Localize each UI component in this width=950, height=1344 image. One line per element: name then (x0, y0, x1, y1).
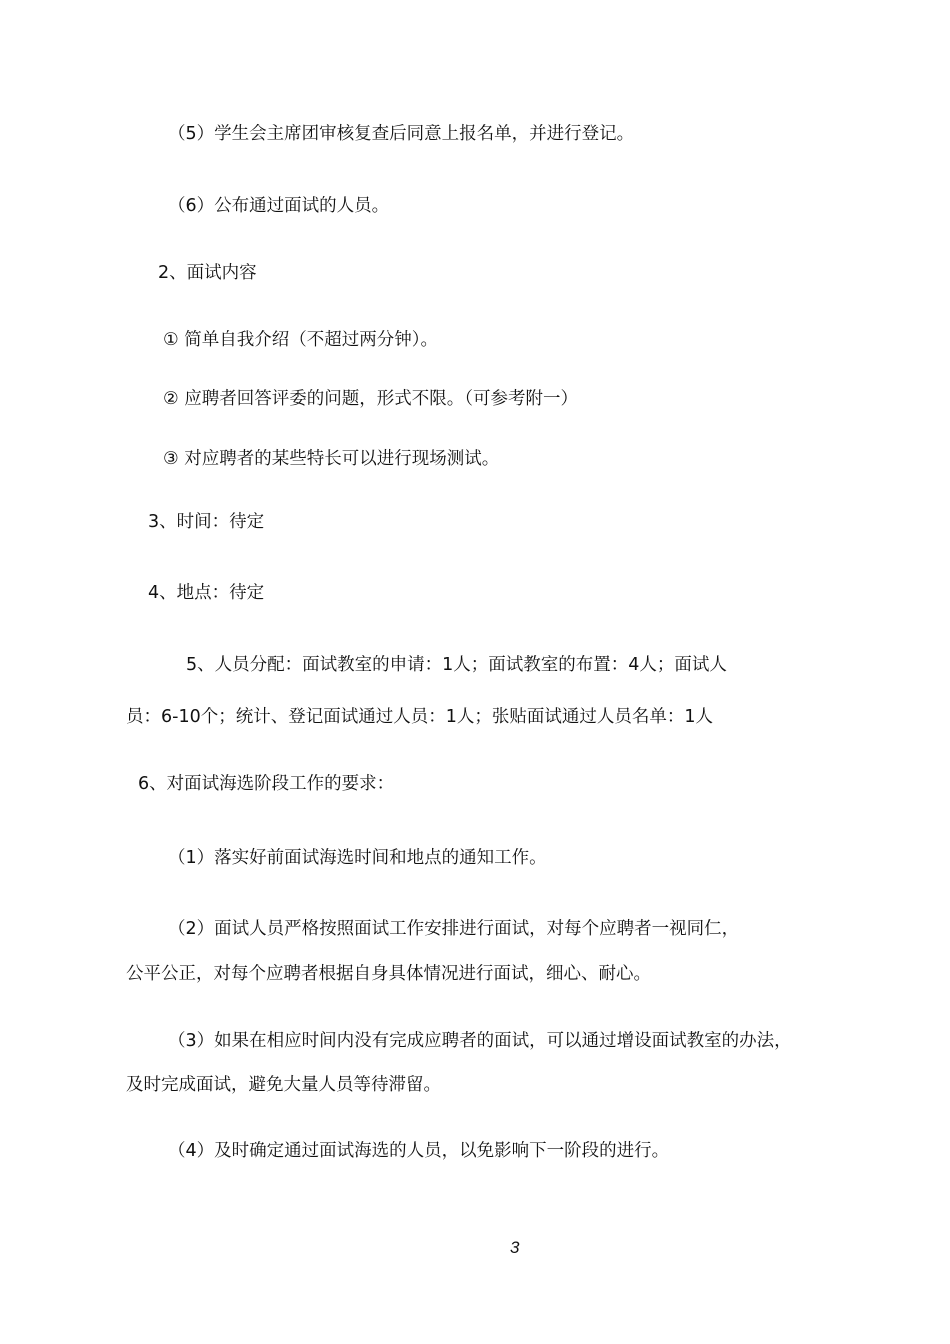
text-line-16: 及时完成面试，避免大量人员等待滞留。 (126, 1075, 441, 1095)
text-line-15: （3）如果在相应时间内没有完成应聘者的面试，可以通过增设面试教室的办法， (168, 1031, 792, 1051)
text-line-17: （4）及时确定通过面试海选的人员，以免影响下一阶段的进行。 (168, 1141, 670, 1161)
text-line-14: 公平公正，对每个应聘者根据自身具体情况进行面试，细心、耐心。 (126, 964, 651, 984)
text-line-7: 3、时间：待定 (148, 512, 265, 532)
text-line-10: 员：6-10个；统计、登记面试通过人员：1人；张贴面试通过人员名单：1人 (126, 707, 713, 727)
text-line-4: ① 简单自我介绍（不超过两分钟）。 (163, 330, 439, 350)
text-line-2: （6）公布通过面试的人员。 (168, 196, 390, 216)
page-number: 3 (510, 1238, 520, 1257)
text-line-6: ③ 对应聘者的某些特长可以进行现场测试。 (163, 449, 500, 469)
text-line-9: 5、人员分配：面试教室的申请：1人；面试教室的布置：4人；面试人 (186, 655, 727, 675)
text-line-11: 6、对面试海选阶段工作的要求： (138, 774, 395, 794)
text-line-8: 4、地点：待定 (148, 583, 265, 603)
text-line-3: 2、面试内容 (158, 263, 257, 283)
text-line-1: （5）学生会主席团审核复查后同意上报名单，并进行登记。 (168, 124, 635, 144)
text-line-5: ② 应聘者回答评委的问题，形式不限。（可参考附一） (163, 389, 578, 409)
text-line-13: （2）面试人员严格按照面试工作安排进行面试，对每个应聘者一视同仁， (168, 919, 740, 939)
text-line-12: （1）落实好前面试海选时间和地点的通知工作。 (168, 848, 547, 868)
